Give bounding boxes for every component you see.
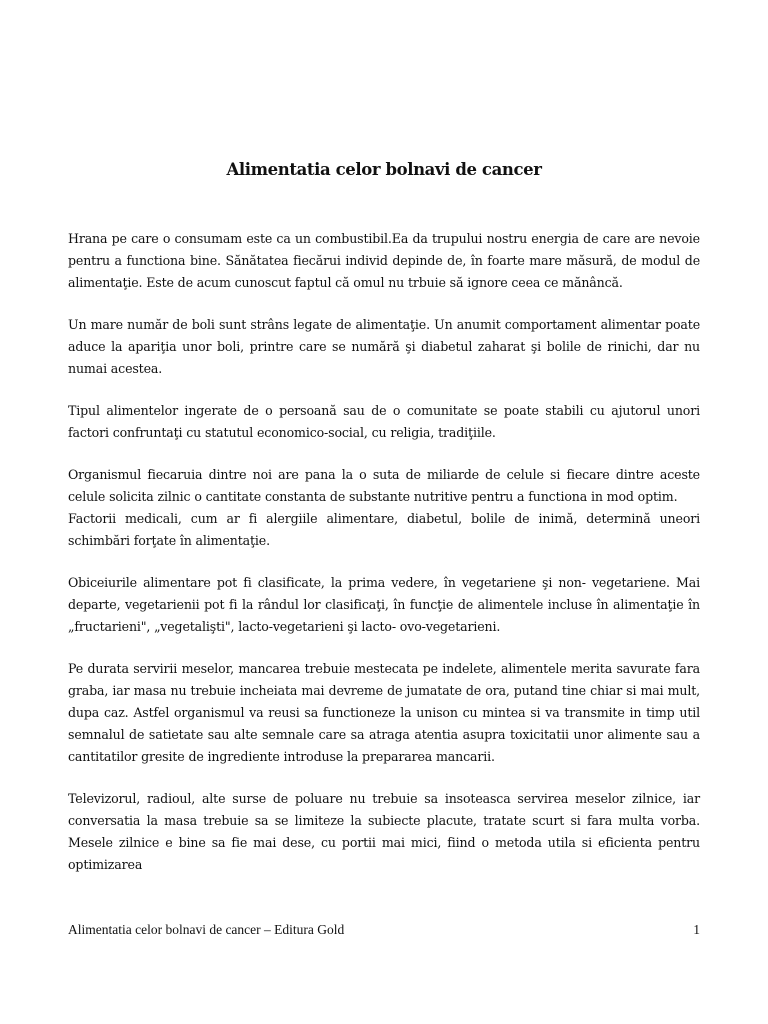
paragraph-2: Un mare număr de boli sunt strâns legate de alimentaţie. Un anumit comportament alimentar poate aduce la apariţia unor boli, printre care se numără şi diabetul zaharat şi bolile de rinichi, dar nu numai acestea. [68,317,700,376]
paragraph-1: Hrana pe care o consumam este ca un combustibil.Ea da trupului nostru energia de care are nevoie pentru a functiona bine. Sănătatea fiecărui individ depinde de, în foarte mare măsură, de modul de alimentaţie. Este de acum cunoscut faptul că omul nu trbuie să ignore ceea ce mănâncă. [68,231,700,290]
page-number: 1 [693,922,700,937]
footer-title: Alimentatia celor bolnavi de cancer – Editura Gold [68,922,345,937]
paragraph-7: Televizorul, radioul, alte surse de poluare nu trebuie sa insoteasca servirea meselor zilnice, iar conversatia la masa trebuie sa se limiteze la subiecte placute, tratate scurt si fara multa vorba. Mesele zilnice e bine sa fie mai dese, cu portii mai mici, fiind o metoda utila si eficienta pentru optimizarea [68,791,700,872]
paragraph-3: Tipul alimentelor ingerate de o persoană sau de o comunitate se poate stabili cu ajutorul unori factori confruntaţi cu statutul economico-social, cu religia, tradiţiile. [68,403,700,440]
paragraph-5: Obiceiurile alimentare pot fi clasificate, la prima vedere, în vegetariene şi non- vegetariene. Mai departe, vegetarienii pot fi la rândul lor clasificaţi, în funcţie de alimentele incluse în alimentaţie în „fructarieni", „vegetalişti", lacto-vegetarieni şi lacto- ovo-vegetarieni. [68,575,700,634]
paragraph-6: Pe durata servirii meselor, mancarea trebuie mestecata pe indelete, alimentele merita savurate fara graba, iar masa nu trebuie incheiata mai devreme de jumatate de ora, putand tine chiar si mai mult, dupa caz. Astfel organismul va reusi sa functioneze la unison cu mintea si va transmite in timp util semnalul de satietate sau alte semnale care sa atraga atentia asupra toxicitatii unor alimente sau a cantitatilor gresite de ingrediente introduse la prepararea mancarii. [68,661,700,764]
page-title: Alimentatia celor bolnavi de cancer [226,160,542,179]
document-body [68,228,700,896]
paragraph-4: Organismul fiecaruia dintre noi are pana la o suta de miliarde de celule si fiecare dintre aceste celule solicita zilnic o cantitate constanta de substante nutritive pentru a functiona in mod optim. Factorii medicali, cum ar fi alergiile alimentare, diabetul, bolile de inimă, determină uneori schimbări forţate în alimentaţie. [68,467,700,548]
